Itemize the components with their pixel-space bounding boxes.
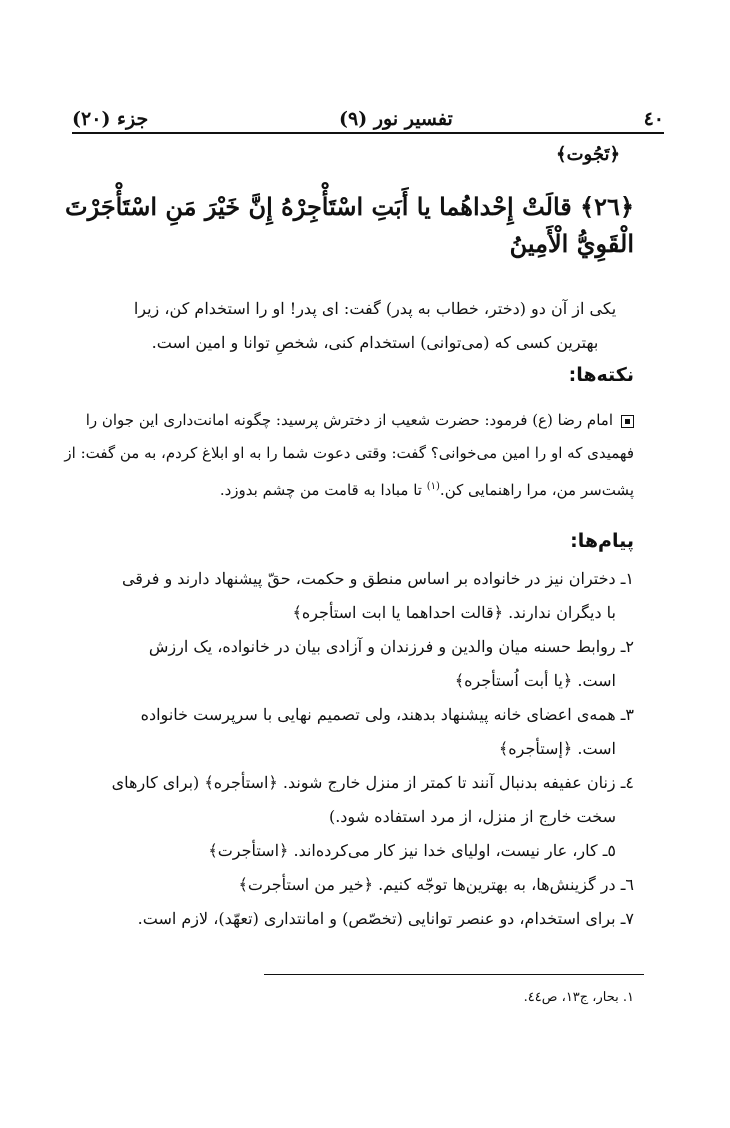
note-paragraph [44, 404, 634, 507]
note-line: تا مبادا به قامت من چشم بدوزد. [219, 481, 427, 499]
footnote: ١. بحار، ج١٣، ص٤٤. [523, 990, 634, 1005]
message-line: ٧ـ برای استخدام، دو عنصر توانایی (تخصّص) و امانتداری (تعهّد)، لازم است. [137, 909, 634, 928]
book-title: تفسیر نور (٩) [339, 108, 453, 130]
page-header [72, 96, 664, 134]
message-line: ٢ـ روابط حسنه میان والدین و فرزندان و آزادی بیان در خانواده، یک ارزش [148, 637, 634, 656]
message-item [44, 868, 634, 902]
page-number: ٤٠ [643, 108, 664, 130]
note-line: امام رضا (ع) فرمود: حضرت شعیب از دخترش پرسید: چگونه امانت‌داری این جوان را [85, 411, 613, 429]
message-line: ٤ـ زنان عفیفه بدنبال آنند تا کمتر از منزل خارج شوند. ﴿استأجره﴾ (برای کارهای [111, 773, 634, 792]
translation-line: بهترین کسی که (می‌توانی) استخدام کنی، شخصِ توانا و امین است. [151, 333, 599, 352]
note-line: فهمیدی که او را امین می‌خوانی؟ گفت: وقتی دعوت شما را به او ابلاغ کردم، به من گفت: از [64, 444, 634, 462]
quran-verse: ﴿٢٦﴾ قالَتْ إِحْداهُما يا أَبَتِ اسْتَأْجِرْهُ إِنَّ خَيْرَ مَنِ اسْتَأْجَرْتَ الْقَوِيُّ الْأَمِينُ [64, 192, 634, 259]
messages-heading: پیام‌ها: [570, 530, 634, 552]
message-line: است. ﴿یا أبت اُستأجره﴾ [454, 671, 616, 690]
message-line: با دیگران ندارند. ﴿قالت احداهما یا ابت استأجره﴾ [292, 603, 616, 622]
message-item [44, 834, 634, 868]
messages-list [44, 562, 634, 936]
previous-verse-tail: ﴿تَجُوت﴾ [556, 144, 620, 165]
verse-translation [80, 292, 670, 360]
message-item [44, 902, 634, 936]
message-item [44, 766, 634, 834]
message-item [44, 562, 634, 630]
message-line: سخت خارج از منزل، از مرد استفاده شود.) [328, 807, 616, 826]
message-line: است. ﴿إستأجره﴾ [498, 739, 616, 758]
message-line: ٣ـ همه‌ی اعضای خانه پیشنهاد بدهند، ولی تصمیم نهایی با سرپرست خانواده [140, 705, 634, 724]
square-bullet-icon [621, 415, 634, 428]
footnote-marker: (١) [426, 481, 440, 492]
note-line: پشت‌سر من، مرا راهنمایی کن. [439, 481, 634, 499]
translation-line: یکی از آن دو (دختر، خطاب به پدر) گفت: ای پدر! او را استخدام کن، زیرا [133, 299, 617, 318]
footnote-divider [264, 974, 644, 975]
part-number: جزء (٢٠) [72, 108, 149, 130]
message-line: ٥ـ کار، عار نیست، اولیای خدا نیز کار می‌کرده‌اند. ﴿استأجرت﴾ [208, 841, 616, 860]
message-line: ٦ـ در گزینش‌ها، به بهترین‌ها توجّه کنیم. ﴿خیر من استأجرت﴾ [238, 875, 634, 894]
message-item [44, 698, 634, 766]
message-line: ١ـ دختران نیز در خانواده بر اساس منطق و حکمت، حقّ پیشنهاد دارند و فرقی [121, 569, 634, 588]
message-item [44, 630, 634, 698]
notes-heading: نکته‌ها: [568, 364, 634, 386]
